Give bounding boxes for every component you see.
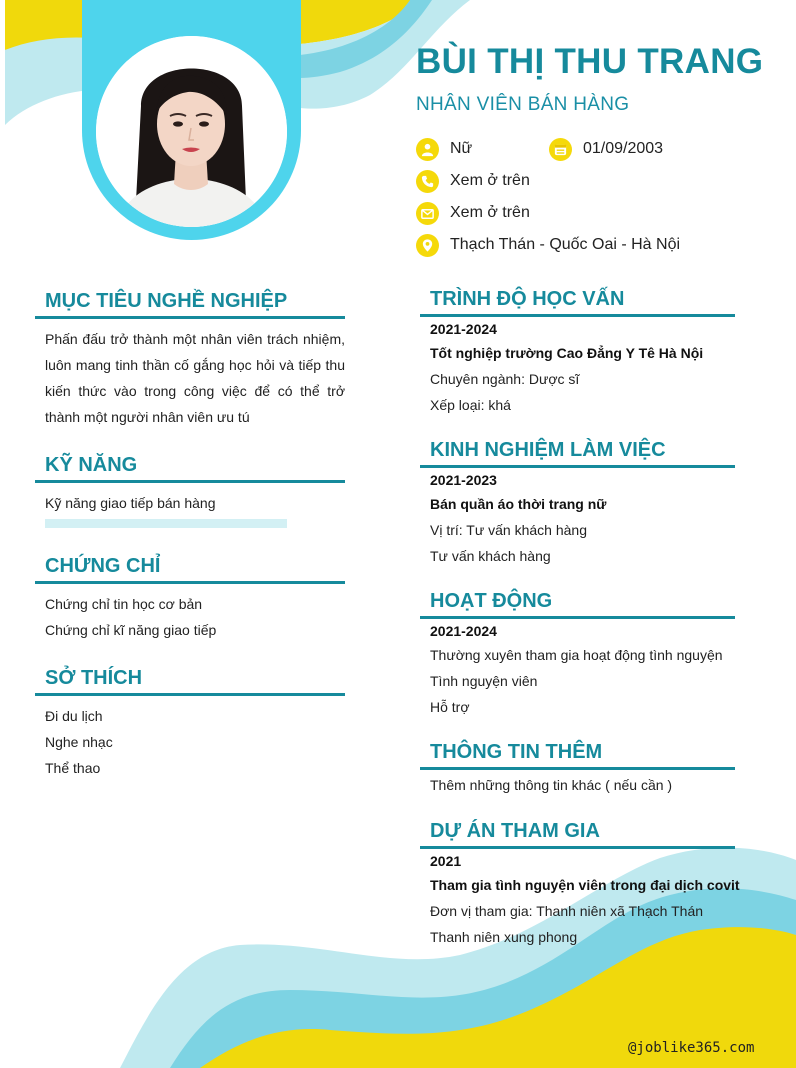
objective-section bbox=[35, 287, 345, 430]
section-divider bbox=[35, 693, 345, 696]
projects-title: DỰ ÁN THAM GIA bbox=[430, 820, 600, 842]
phone-icon bbox=[416, 170, 439, 193]
activities-section bbox=[420, 587, 735, 720]
profile-photo-illustration bbox=[96, 36, 287, 227]
experience-title: KINH NGHIỆM LÀM VIỆC bbox=[430, 439, 666, 461]
hobby-item: Đi du lịch bbox=[45, 708, 103, 724]
calendar-icon bbox=[549, 138, 572, 161]
activity-detail: Tình nguyện viên bbox=[430, 673, 538, 689]
skills-title: KỸ NĂNG bbox=[45, 454, 138, 476]
job-title: NHÂN VIÊN BÁN HÀNG bbox=[416, 94, 630, 115]
certificates-title: CHỨNG CHỈ bbox=[45, 555, 161, 577]
experience-company: Bán quần áo thời trang nữ bbox=[430, 496, 607, 512]
skill-name: Kỹ năng giao tiếp bán hàng bbox=[45, 495, 216, 511]
mail-icon bbox=[416, 202, 439, 225]
address-text: Thạch Thán - Quốc Oai - Hà Nội bbox=[450, 236, 681, 253]
additional-section bbox=[420, 738, 735, 798]
education-school: Tốt nghiệp trường Cao Đẳng Y Tê Hà Nội bbox=[430, 345, 704, 361]
certificate-item: Chứng chỉ tin học cơ bản bbox=[45, 596, 203, 612]
section-divider bbox=[420, 465, 735, 468]
location-icon bbox=[416, 234, 439, 257]
activity-detail: Thường xuyên tham gia hoạt động tình nguyện bbox=[430, 647, 723, 663]
hobby-item: Thể thao bbox=[45, 760, 101, 776]
hobby-item: Nghe nhạc bbox=[45, 734, 113, 750]
skills-section bbox=[35, 451, 345, 528]
section-divider bbox=[420, 314, 735, 317]
gender-item bbox=[416, 137, 472, 161]
email-text: Xem ở trên bbox=[450, 204, 530, 221]
section-divider bbox=[420, 767, 735, 770]
objective-text: Phấn đấu trở thành một nhân viên trách nhiệm, luôn mang tinh thần cố gắng học hỏi và tiếp thu kiến thức vào trong công việc để có thể trở thành một người nhân viên ưu tú bbox=[45, 331, 345, 425]
birthday-item bbox=[549, 137, 663, 161]
section-divider bbox=[420, 616, 735, 619]
birthday-text: 01/09/2003 bbox=[583, 140, 664, 157]
hobbies-title: SỞ THÍCH bbox=[45, 667, 143, 689]
activity-detail: Hỗ trợ bbox=[430, 699, 470, 715]
projects-section bbox=[420, 817, 740, 950]
education-section bbox=[420, 285, 735, 418]
experience-detail: Tư vấn khách hàng bbox=[430, 548, 551, 564]
certificate-item: Chứng chỉ kĩ năng giao tiếp bbox=[45, 622, 217, 638]
project-period: 2021 bbox=[430, 853, 462, 869]
top-light-wave bbox=[5, 38, 92, 126]
candidate-name: BÙI THỊ THU TRANG bbox=[416, 42, 764, 81]
education-period: 2021-2024 bbox=[430, 321, 497, 337]
skill-level-bar bbox=[45, 519, 287, 528]
section-divider bbox=[35, 480, 345, 483]
profile-photo bbox=[96, 36, 287, 227]
gender-text: Nữ bbox=[450, 140, 473, 157]
section-divider bbox=[35, 581, 345, 584]
additional-text: Thêm những thông tin khác ( nếu cần ) bbox=[430, 777, 673, 793]
project-name: Tham gia tình nguyện viên trong đại dịch covit bbox=[430, 877, 740, 893]
phone-text: Xem ở trên bbox=[450, 172, 530, 189]
education-title: TRÌNH ĐỘ HỌC VẤN bbox=[430, 288, 625, 310]
email-item bbox=[416, 201, 530, 225]
objective-title: MỤC TIÊU NGHỀ NGHIỆP bbox=[45, 290, 288, 312]
education-detail: Xếp loại: khá bbox=[430, 397, 511, 413]
activities-period: 2021-2024 bbox=[430, 623, 497, 639]
activities-title: HOẠT ĐỘNG bbox=[430, 590, 553, 612]
certificates-section bbox=[35, 552, 345, 643]
footer-handle: @joblike365.com bbox=[628, 1040, 755, 1056]
additional-title: THÔNG TIN THÊM bbox=[430, 741, 603, 763]
education-detail: Chuyên ngành: Dược sĩ bbox=[430, 371, 580, 387]
experience-period: 2021-2023 bbox=[430, 472, 497, 488]
hobbies-section bbox=[35, 664, 345, 781]
project-detail: Thanh niên xung phong bbox=[430, 929, 578, 945]
section-divider bbox=[35, 316, 345, 319]
address-item bbox=[416, 233, 680, 257]
experience-detail: Vị trí: Tư vấn khách hàng bbox=[430, 522, 587, 538]
project-detail: Đơn vị tham gia: Thanh niên xã Thạch Thán bbox=[430, 903, 704, 919]
phone-item bbox=[416, 169, 530, 193]
section-divider bbox=[420, 846, 735, 849]
person-icon bbox=[416, 138, 439, 161]
experience-section bbox=[420, 436, 735, 569]
